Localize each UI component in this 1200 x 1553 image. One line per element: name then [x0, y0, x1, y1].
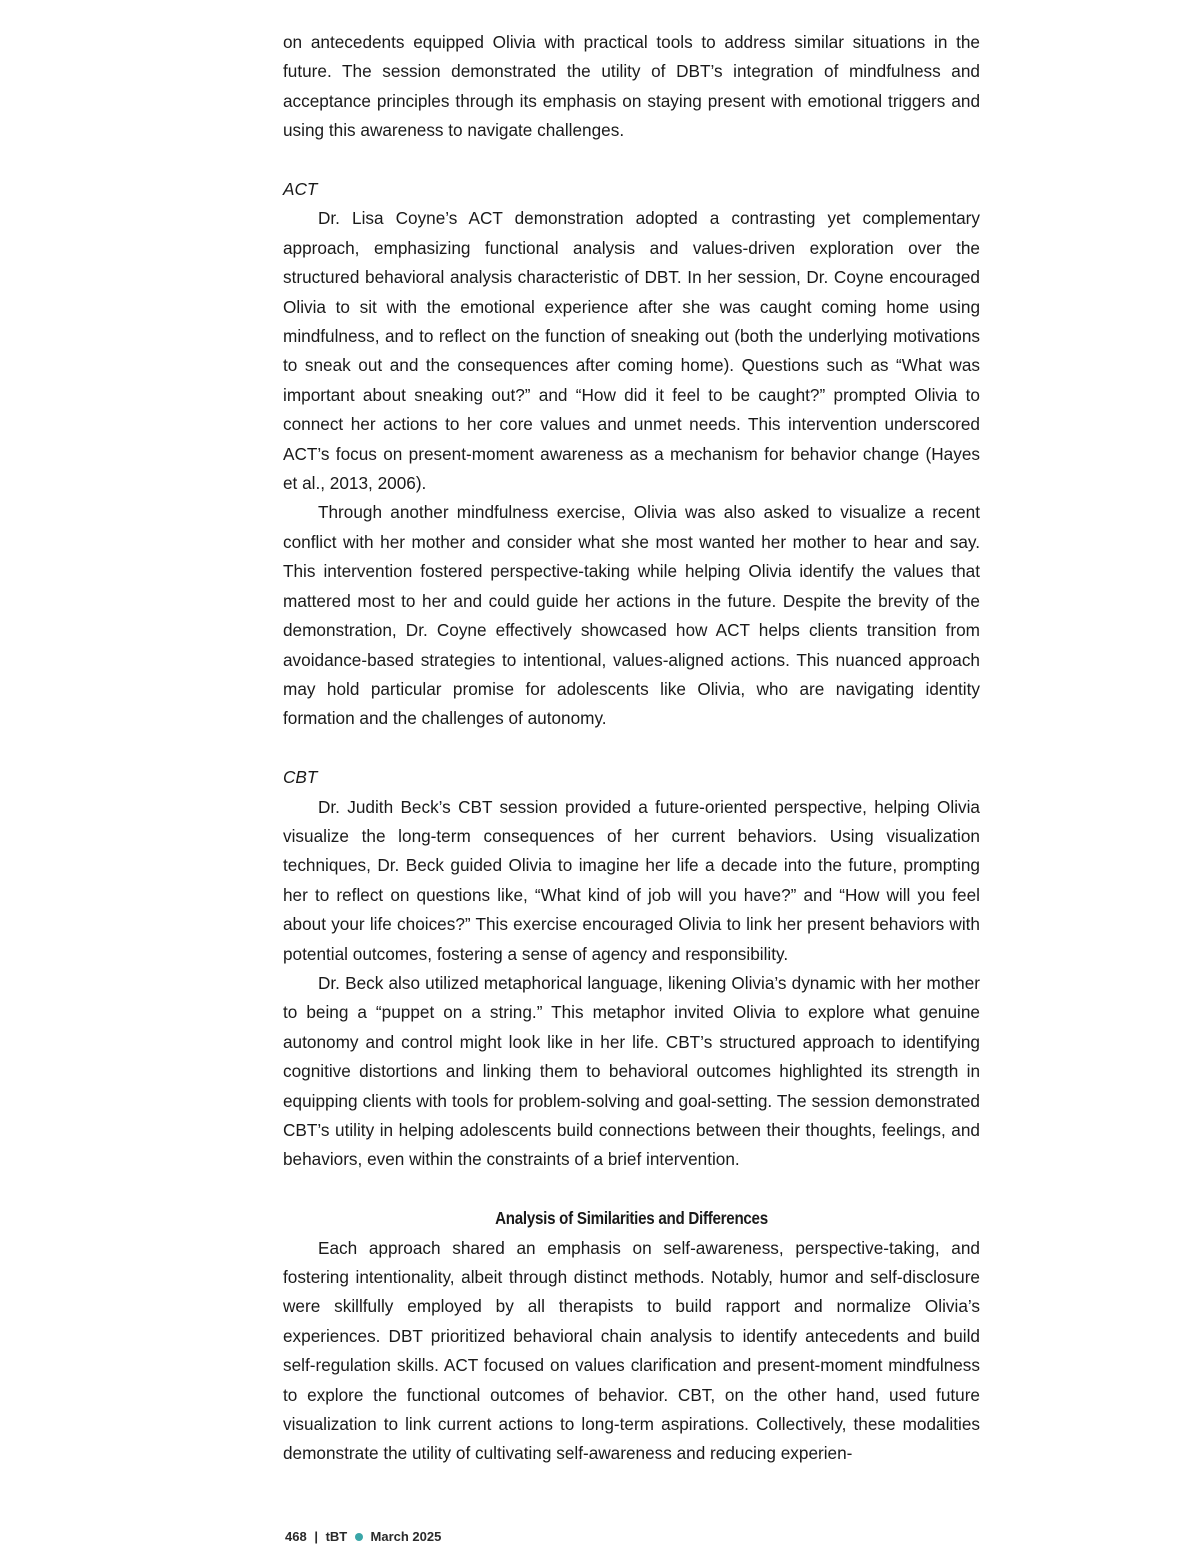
- act-heading: ACT: [283, 179, 318, 200]
- analysis-heading: Analysis of Similarities and Differences: [495, 1208, 768, 1229]
- intro-paragraph: on antecedents equipped Olivia with practical tools to address similar situations in the future. The session demonstrated the utility of DBT’s integration of mindfulness and acceptance principles through its emphasis on staying present with emotional triggers and using this awareness to navigate challenges.: [283, 32, 980, 141]
- act-paragraph-1: Dr. Lisa Coyne’s ACT demonstration adopted a contrasting yet complementary approach, emphasizing functional analysis and values-driven exploration over the structured behavioral analysis characteristic of DBT. In her session, Dr. Coyne encouraged Olivia to sit with the emotional experience after she was caught coming home using mindfulness, and to reflect on the function of sneaking out (both the underlying motivations to sneak out and the consequences after coming home). Questions such as “What was important about sneaking out?” and “How did it feel to be caught?” prompted Olivia to connect her actions to her core values and unmet needs. This intervention underscored ACT’s focus on present-moment awareness as a mechanism for behavior change (Hayes et al., 2013, 2006).: [283, 208, 980, 494]
- act-paragraph-2: Through another mindfulness exercise, Olivia was also asked to visualize a recent conflict with her mother and consider what she most wanted her mother to hear and say. This intervention fostered perspective-taking while helping Olivia identify the values that mattered most to her and could guide her actions in the future. Despite the brevity of the demonstration, Dr. Coyne effectively showcased how ACT helps clients transition from avoidance-based strategies to intentional, values-aligned actions. This nuanced approach may hold particular promise for adolescents like Olivia, who are navigating identity formation and the challenges of autonomy.: [283, 502, 980, 729]
- page-number: 468: [285, 1529, 307, 1544]
- page-footer: [285, 1529, 441, 1544]
- issue-date: March 2025: [370, 1529, 442, 1544]
- cbt-paragraph-1: Dr. Judith Beck’s CBT session provided a future-oriented perspective, helping Olivia visualize the long-term consequences of her current behaviors. Using visualization techniques, Dr. Beck guided Olivia to imagine her life a decade into the future, prompting her to reflect on questions like, “What kind of job will you have?” and “How will you feel about your life choices?” This exercise encouraged Olivia to link her present behaviors with potential outcomes, fostering a sense of agency and responsibility.: [283, 796, 980, 964]
- cbt-paragraph-2: Dr. Beck also utilized metaphorical language, likening Olivia’s dynamic with her mother to being a “puppet on a string.” This metaphor invited Olivia to explore what genuine autonomy and control might look like in her life. CBT’s structured approach to identifying cognitive distortions and linking them to behavioral outcomes highlighted its strength in equipping clients with tools for problem-solving and goal-setting. The session demonstrated CBT’s utility in helping adolescents build connections between their thoughts, feelings, and behaviors, even within the constraints of a brief intervention.: [283, 972, 980, 1170]
- article-column: [283, 28, 980, 1469]
- journal-name: tBT: [325, 1529, 348, 1544]
- analysis-paragraph: Each approach shared an emphasis on self-awareness, perspective-taking, and fostering intentionality, albeit through distinct methods. Notably, humor and self-disclosure were skillfully employed by all therapists to build rapport and normalize Olivia’s experiences. DBT prioritized behavioral chain analysis to identify antecedents and build self-regulation skills. ACT focused on values clarification and present-moment mindfulness to explore the functional outcomes of behavior. CBT, on the other hand, used future visualization to link current actions to long-term aspirations. Collectively, these modalities demonstrate the utility of cultivating self-awareness and reducing experien-: [283, 1237, 980, 1464]
- footer-separator: |: [314, 1529, 318, 1544]
- cbt-heading: CBT: [283, 767, 318, 788]
- bullet-dot-icon: [355, 1533, 363, 1541]
